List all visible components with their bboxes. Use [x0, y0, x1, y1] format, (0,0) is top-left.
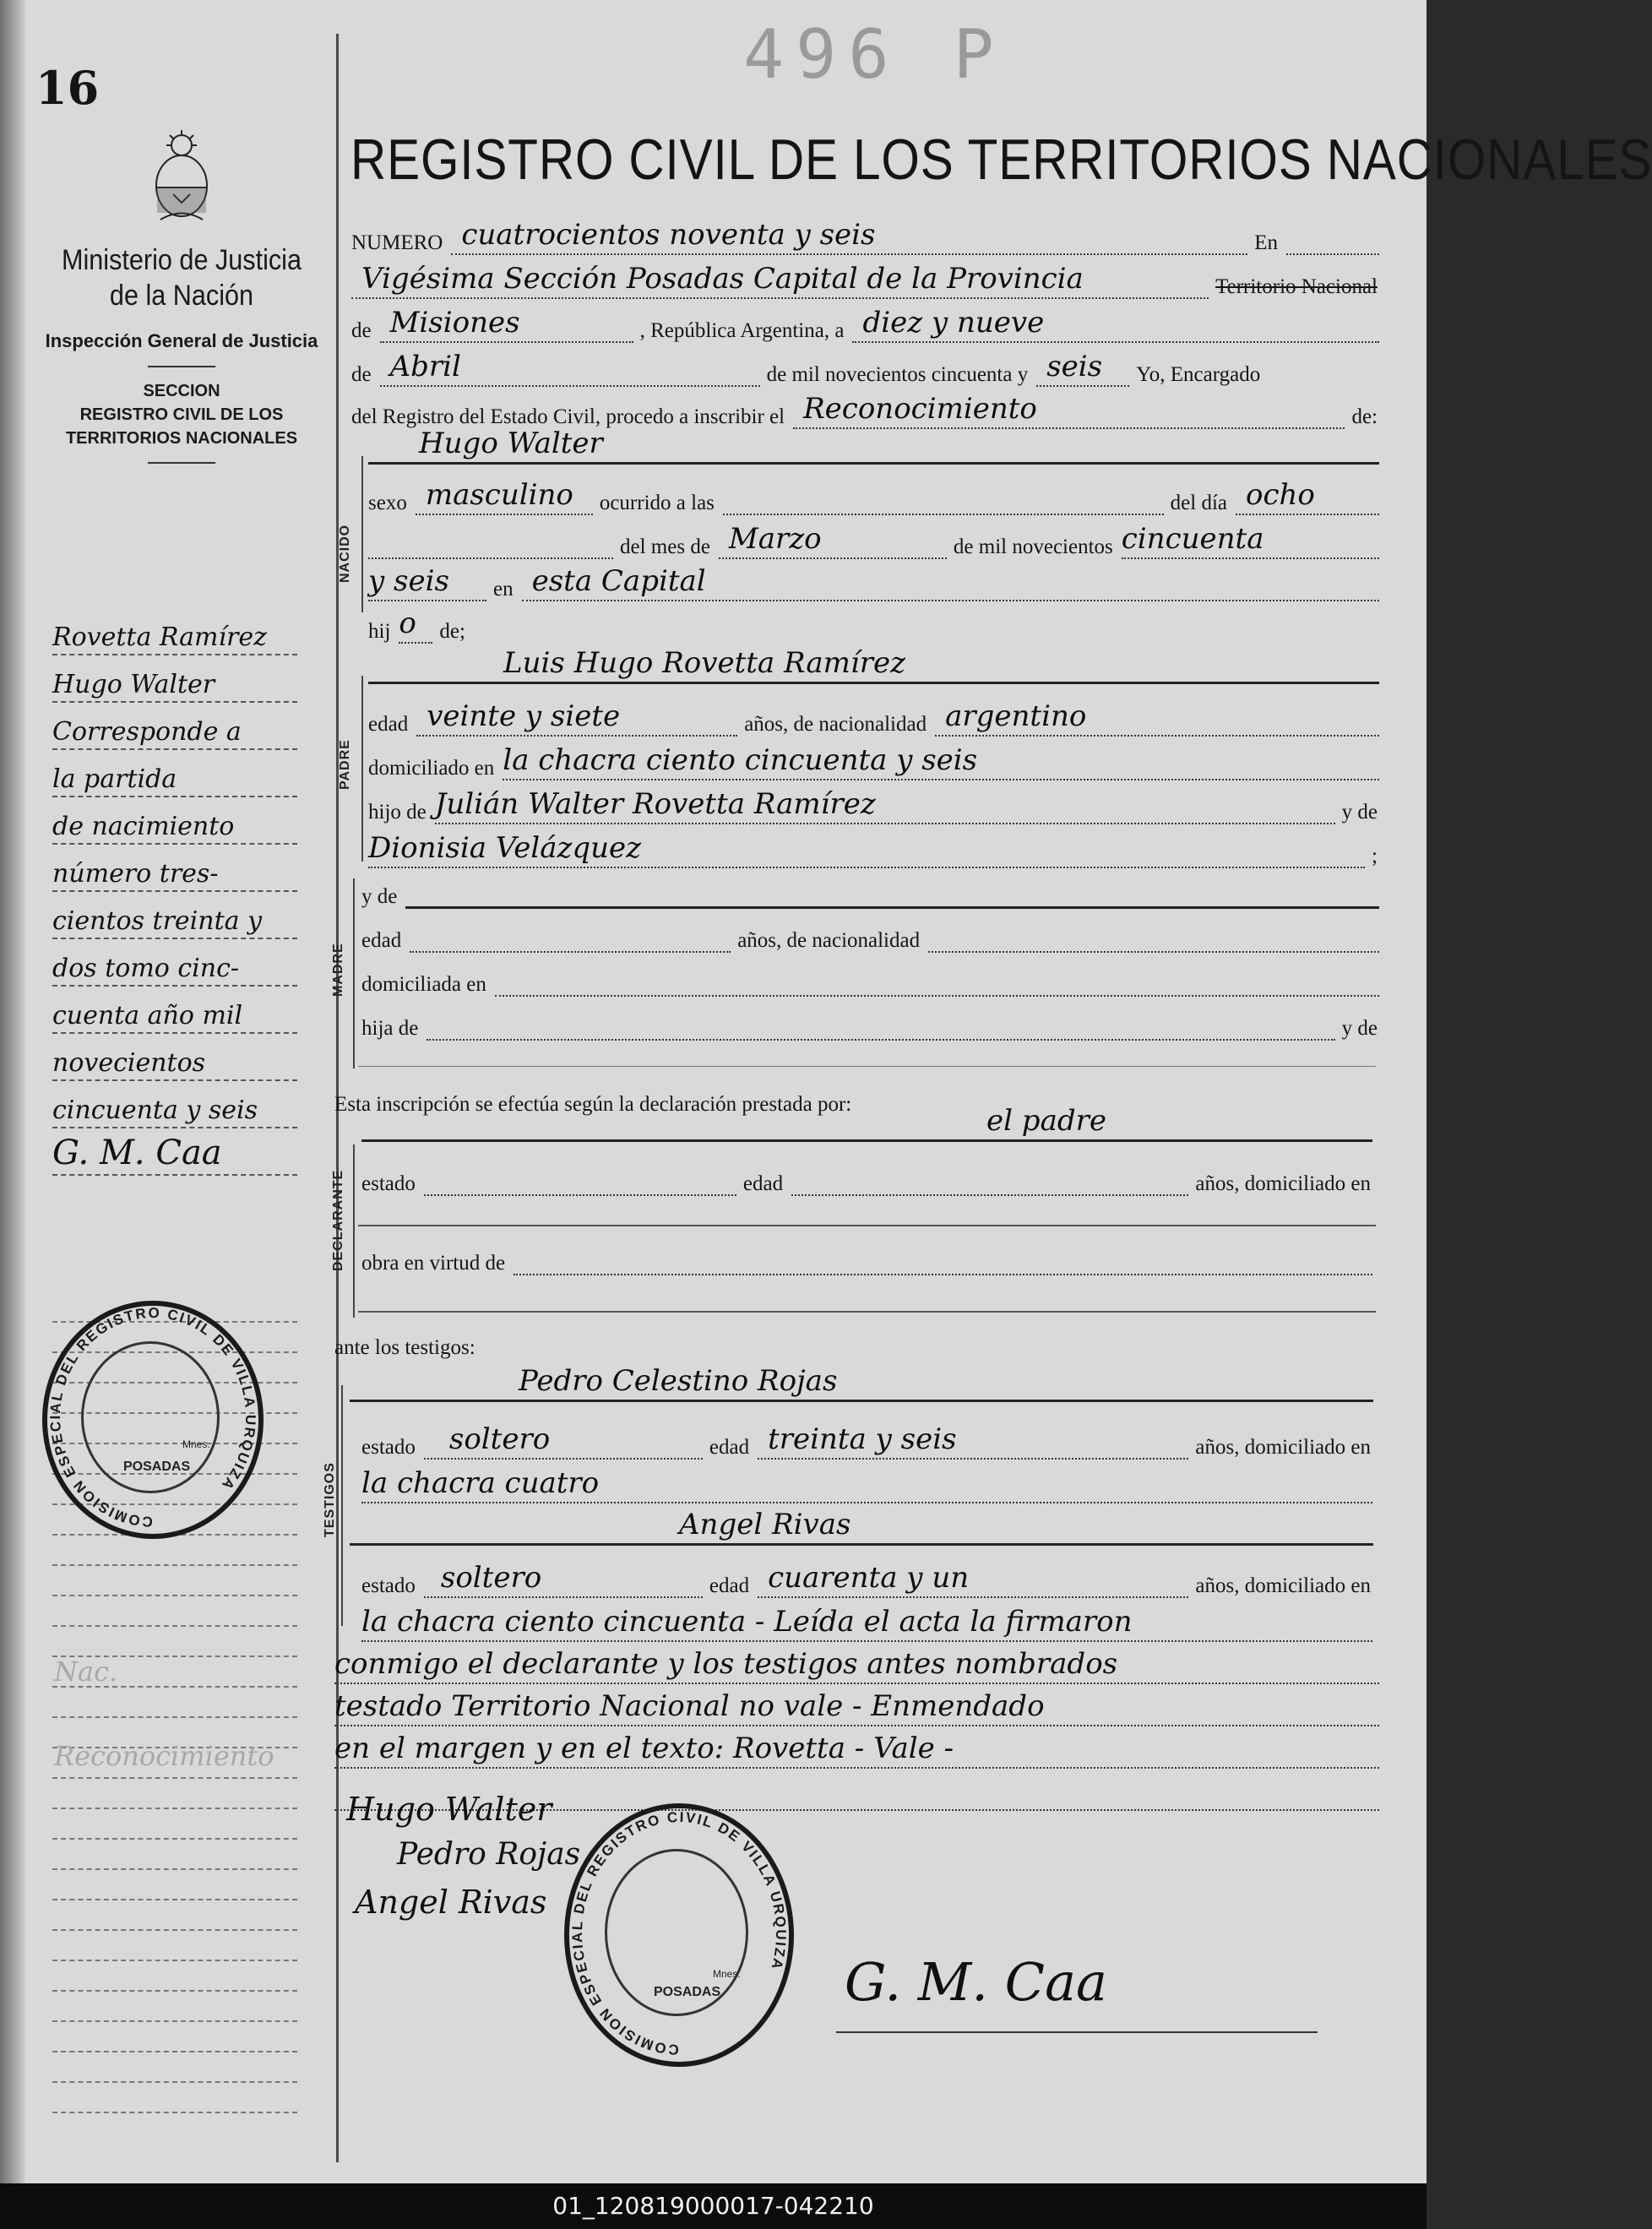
padre-hijo-row [365, 787, 1383, 824]
declarante-obra-label: obra en virtud de [361, 1252, 506, 1275]
seal-text-ring [47, 1306, 258, 1534]
place-value: Vigésima Sección Posadas Capital de la Provincia [361, 262, 1084, 296]
left-column [34, 127, 329, 476]
declarante-obra-row [358, 1242, 1376, 1275]
testigo1-dom-row [358, 1466, 1376, 1503]
seal-2-text-ring [569, 1808, 789, 2062]
testigo2-name: Angel Rivas [679, 1508, 851, 1541]
closing-row [331, 1732, 1383, 1769]
testigos-bracket [341, 1385, 343, 1626]
madre-edad-label: edad [361, 929, 402, 952]
sexo-value: masculino [425, 478, 573, 512]
padre-edad-label: edad [368, 713, 409, 736]
anio-value: cincuenta [1121, 522, 1264, 556]
margin-line: cincuenta y seis [52, 1095, 258, 1125]
declarante-value: el padre [986, 1104, 1106, 1138]
padre-nac-value: argentino [945, 699, 1087, 733]
margin-note [52, 608, 297, 1176]
testigo1-name: Pedro Celestino Rojas [519, 1364, 838, 1398]
dia-label: del día [1170, 492, 1227, 514]
hij-value: o [399, 606, 416, 640]
closing-line: conmigo el declarante y los testigos antes nombrados [334, 1647, 1118, 1681]
territory-row [348, 306, 1383, 343]
testigo1-estado-label: estado [361, 1436, 416, 1459]
registro-row [348, 392, 1383, 429]
territory-value: Misiones [389, 306, 520, 340]
inspection-name: Inspección General de Justicia [45, 330, 318, 351]
testigo1-estado-row [358, 1422, 1376, 1460]
signature-witness-2: Angel Rivas [355, 1884, 547, 1921]
padre-dom-value: la chacra ciento cincuenta y seis [503, 743, 978, 777]
margin-line: Corresponde a [52, 717, 242, 747]
padre-bracket [361, 676, 363, 862]
margin-line: número tres- [52, 859, 219, 889]
margin-line: la partida [52, 764, 177, 794]
padre-nac-label: años, de nacionalidad [744, 713, 927, 736]
closing-row [331, 1689, 1383, 1726]
year-value: seis [1046, 350, 1103, 383]
faded-note: Reconocimiento [54, 1740, 274, 1772]
left-rule [148, 366, 215, 367]
place-row [348, 262, 1383, 299]
closing-line: en el margen y en el texto: Rovetta - Vale - [334, 1732, 954, 1765]
seal-2-province: Mnes. [713, 1968, 741, 1980]
testigo2-estado-label: estado [361, 1574, 416, 1597]
seal-2-city: POSADAS [654, 1985, 721, 1999]
mil-label: de mil novecientos [953, 536, 1113, 558]
hij-label: hij [368, 620, 391, 643]
testigo2-name-row [346, 1508, 1377, 1546]
madre-side-label: MADRE [331, 943, 345, 997]
padre-edad-value: veinte y siete [427, 699, 621, 733]
nacido-name-row [365, 427, 1383, 465]
margin-line: dos tomo cinc- [52, 954, 240, 983]
declarante-blank-line [358, 1225, 1376, 1226]
date-row [348, 350, 1383, 387]
declarante-edad-label: edad [742, 1172, 784, 1195]
anio-value-2: y seis [368, 564, 449, 598]
testigo2-anos-label: años, domiciliado en [1195, 1574, 1371, 1597]
left-rule-2 [148, 462, 215, 464]
registry-seal-2 [564, 1803, 794, 2067]
signature-father: Hugo Walter [346, 1791, 552, 1828]
official-signature-line [836, 2031, 1318, 2033]
mes-row [365, 522, 1383, 559]
registry-seal [42, 1301, 264, 1539]
day-value: diez y nueve [862, 306, 1045, 340]
seal-province: Mnes. [182, 1438, 210, 1450]
mes-label: del mes de [620, 536, 710, 558]
sexo-label: sexo [368, 492, 407, 514]
padre-name-row [365, 646, 1383, 684]
nacido-side-label: NACIDO [338, 524, 352, 583]
margin-line: cuenta año mil [52, 1001, 243, 1030]
margin-line: novecientos [52, 1048, 206, 1078]
testigos-intro-row [331, 1326, 1383, 1360]
scan-id-footer: 01_120819000017-042210 [0, 2183, 1426, 2229]
svg-text:COMISION ESPECIAL DEL REGISTRO [569, 1809, 789, 2058]
declarante-anos-label: años, domiciliado en [1195, 1172, 1371, 1195]
padre-dom-row [365, 743, 1383, 780]
signature-official: G. M. Caa [845, 1951, 1107, 2013]
de3-label: de: [1351, 405, 1378, 428]
republica-label: , República Argentina, a [639, 319, 845, 342]
registro-label: del Registro del Estado Civil, procedo a inscribir el [351, 405, 785, 428]
testigo2-estado: soltero [440, 1561, 542, 1595]
numero-value: cuatrocientos noventa y seis [461, 218, 876, 252]
seal-city: POSADAS [123, 1460, 191, 1474]
lugar-row [365, 564, 1383, 601]
de-label: de [351, 319, 372, 342]
margin-line: Rovetta Ramírez [52, 622, 267, 652]
dia-value: ocho [1246, 478, 1315, 512]
padre-madre-value: Dionisia Velázquez [368, 831, 642, 865]
seal-ring-text: COMISION ESPECIAL DEL REGISTRO CIVIL DE VILLA URQUIZA [47, 1306, 258, 1530]
madre-dom-row [358, 963, 1383, 997]
testigo2-dom-row [358, 1605, 1376, 1642]
margin-line: Hugo Walter [52, 670, 215, 699]
testigo1-estado: soltero [448, 1422, 551, 1456]
testigo2-estado-row [358, 1561, 1376, 1598]
year-label: de mil novecientos cincuenta y [766, 363, 1029, 386]
margin-line: cientos treinta y [52, 906, 263, 936]
testigo2-edad-label: edad [709, 1574, 750, 1597]
signature-witness-1: Pedro Rojas [397, 1837, 581, 1872]
hij-row [365, 606, 1383, 644]
nacido-name: Hugo Walter [419, 427, 603, 460]
madre-dom-label: domiciliada en [361, 973, 486, 996]
handwritten-page-number: 496 P [743, 15, 1006, 94]
testigo2-dom: la chacra ciento cincuenta - Leída el acta la firmaron [361, 1605, 1133, 1639]
padre-hijo-value: Julián Walter Rovetta Ramírez [434, 787, 876, 821]
madre-hija-label: hija de [361, 1017, 419, 1040]
padre-hijo-label: hijo de [368, 801, 427, 824]
padre-dom-label: domiciliado en [368, 757, 495, 780]
margin-signature: G. M. Caa [52, 1134, 222, 1172]
numero-label: NUMERO [351, 231, 443, 254]
testigo1-edad: treinta y seis [768, 1422, 957, 1456]
nacido-bracket [361, 456, 363, 612]
closing-row [331, 1647, 1383, 1684]
ministry-name: Ministerio de Justicia de la Nación [61, 244, 302, 312]
page-title: REGISTRO CIVIL DE LOS TERRITORIOS NACIONALES [351, 128, 1652, 192]
declarante-value-row [358, 1104, 1376, 1142]
declarante-side-label: DECLARANTE [331, 1169, 345, 1271]
lugar-value: esta Capital [531, 564, 706, 598]
testigos-intro: ante los testigos: [334, 1336, 475, 1359]
yo-label: Yo, Encargado [1136, 363, 1261, 386]
declarante-end-line [358, 1311, 1376, 1313]
semicolon: ; [1372, 845, 1378, 867]
section-label: SECCION [143, 382, 220, 400]
madre-nac-label: años, de nacionalidad [737, 929, 921, 952]
testigo1-edad-label: edad [709, 1436, 750, 1459]
sexo-row [365, 478, 1383, 515]
closing-line: testado Territorio Nacional no vale - Enmendado [334, 1689, 1045, 1723]
act-value: Reconocimiento [803, 392, 1037, 426]
testigo2-edad: cuarenta y un [768, 1561, 970, 1595]
mes-value: Marzo [728, 522, 822, 556]
padre-yde-label: y de [1341, 801, 1378, 824]
en-label-2: en [493, 578, 514, 601]
territorio-label: Territorio Nacional [1215, 275, 1378, 298]
padre-madre-row [365, 831, 1383, 868]
seal-2-ring-text: COMISION ESPECIAL DEL REGISTRO CIVIL DE VILLA URQUIZA [569, 1808, 789, 2058]
numero-row [348, 218, 1383, 255]
madre-bracket [353, 878, 355, 1068]
testigos-side-label: TESTIGOS [323, 1462, 337, 1537]
madre-yde-label: y de [361, 885, 398, 908]
testigo1-dom: la chacra cuatro [361, 1466, 600, 1500]
de2-label: de [351, 363, 372, 386]
testigo1-anos-label: años, domiciliado en [1195, 1436, 1371, 1459]
madre-hija-row [358, 1007, 1383, 1041]
national-crest-icon [144, 127, 220, 228]
declarante-bracket [353, 1144, 355, 1318]
declarante-estado-row [358, 1162, 1376, 1196]
ocurrido-label: ocurrido a las [599, 492, 715, 514]
testigo1-name-row [346, 1364, 1377, 1402]
padre-name: Luis Hugo Rovetta Ramírez [503, 646, 906, 680]
padre-edad-row [365, 699, 1383, 737]
folio-number: 16 [35, 61, 100, 115]
declaracion-intro: Esta inscripción se efectúa según la declaración prestada por: [334, 1093, 852, 1116]
margin-line: de nacimiento [52, 812, 235, 841]
section-name: REGISTRO CIVIL DE LOS TERRITORIOS NACIONALES [65, 405, 298, 448]
faded-note: Nac. [54, 1655, 118, 1688]
madre-yde-row [358, 875, 1383, 909]
padre-side-label: PADRE [338, 739, 352, 790]
madre-yde2-label: y de [1341, 1017, 1378, 1040]
svg-text:COMISION ESPECIAL DEL REGISTRO [47, 1306, 258, 1530]
madre-end-line [358, 1066, 1376, 1067]
en-label: En [1254, 231, 1278, 254]
month-value: Abril [389, 350, 461, 383]
hij-de-label: de; [439, 620, 465, 643]
declarante-estado-label: estado [361, 1172, 416, 1195]
madre-edad-row [358, 919, 1383, 953]
